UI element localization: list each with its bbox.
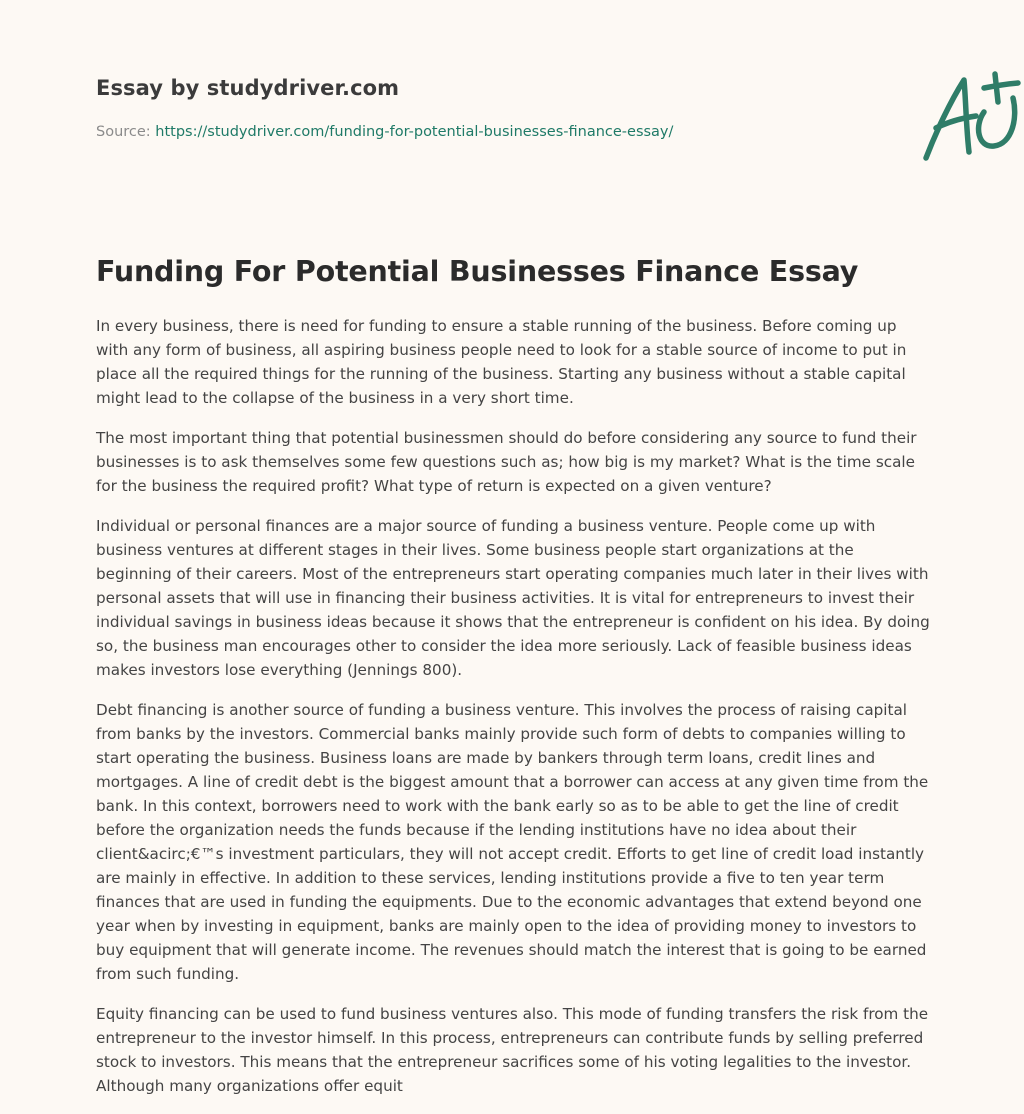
site-title: Essay by studydriver.com [96, 76, 400, 100]
essay-paragraph: Debt financing is another source of funding a business venture. This involves the process of raising capital from banks by the investors. Commercial banks mainly provide such form of debts to companies willing to start operating the business. Business loans are made by bankers through term loans, credit lines and mortgages. A line of credit debt is the biggest amount that a borrower can access at any given time from the bank. In this context, borrowers need to work with the bank early so as to be able to get the line of credit before the organization needs the funds because if the lending institutions have no idea about their client&acirc;€™s investment particulars, they will not accept credit. Efforts to get line of credit load instantly are mainly in effective. In addition to these services, lending institutions provide a five to ten year term finances that are used in funding the equipments. Due to the economic advantages that extend beyond one year when by investing in equipment, banks are mainly open to the idea of providing money to investors to buy equipment that will generate income. The revenues should match the interest that is going to be earned from such funding. [96, 701, 929, 983]
essay-paragraph: In every business, there is need for funding to ensure a stable running of the business. Before coming up with any form of business, all aspiring business people need to look for a stable source of income to put in place all the required things for the running of the business. Starting any business without a stable capital might lead to the collapse of the business in a very short time. [96, 317, 907, 407]
source-link[interactable]: https://studydriver.com/funding-for-potential-businesses-finance-essay/ [155, 124, 674, 140]
essay-title: Funding For Potential Businesses Finance Essay [96, 255, 859, 288]
essay-paragraph: The most important thing that potential businessmen should do before considering any source to fund their businesses is to ask themselves some few questions such as; how big is my market? What is the time scale for the business the required profit? What type of return is expected on a given venture? [96, 429, 917, 495]
essay-body [96, 314, 932, 1114]
a-plus-logo-icon [914, 66, 1024, 166]
source-line [96, 124, 673, 140]
essay-paragraph: Individual or personal finances are a major source of funding a business venture. People come up with business ventures at different stages in their lives. Some business people start organizations at the beginning of their careers. Most of the entrepreneurs start operating companies much later in their lives with personal assets that will use in financing their business activities. It is vital for entrepreneurs to invest their individual savings in business ideas because it shows that the entrepreneur is confident on his idea. By doing so, the business man encourages other to consider the idea more seriously. Lack of feasible business ideas makes investors lose everything (Jennings 800). [96, 517, 930, 679]
essay-paragraph: Equity financing can be used to fund business ventures also. This mode of funding transfers the risk from the entrepreneur to the investor himself. In this process, entrepreneurs can contribute funds by selling preferred stock to investors. This means that the entrepreneur sacrifices some of his voting legalities to the investor. Although many organizations offer equit [96, 1005, 929, 1095]
source-label: Source: [96, 124, 151, 140]
